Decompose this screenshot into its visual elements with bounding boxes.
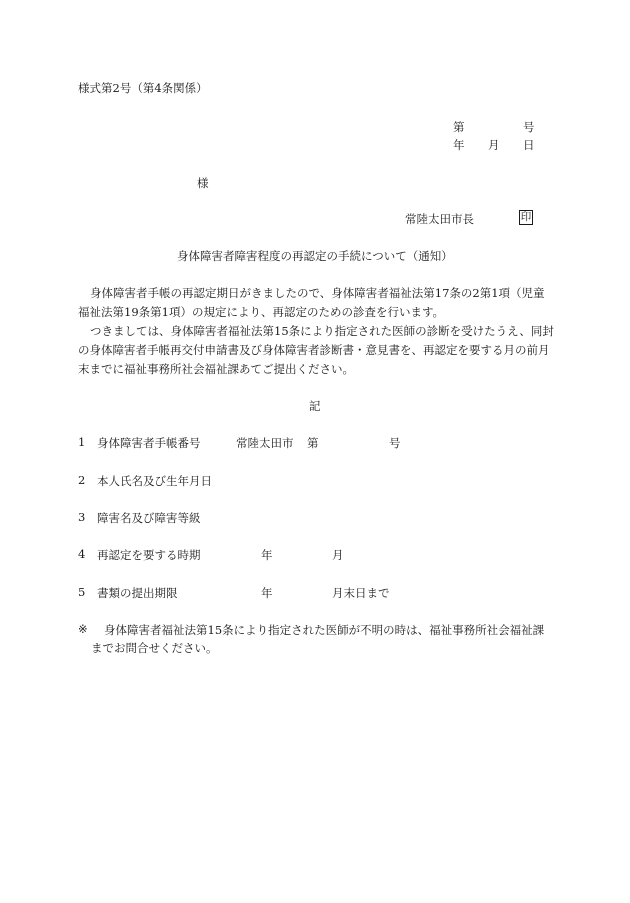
item-3-label: 障害名及び障害等級 — [97, 511, 201, 525]
body-paragraph-2: つきましては、身体障害者福祉法第15条により指定された医師の診断を受けたうえ、同封の身体障害者手帳再交付申請書及び身体障害者診断書・意見書を、再認定を要する月の前月末までに福祉事務所社会福祉課あてご提出ください。 — [78, 324, 554, 376]
item-5-label: 書類の提出期限 — [97, 586, 178, 600]
ki-heading: 記 — [309, 399, 321, 413]
item-1-city: 常陸太田市 — [236, 436, 294, 450]
item-5-number: 5 — [78, 585, 86, 599]
date-year: 年 — [453, 138, 465, 152]
seal-label: 印 — [520, 211, 532, 223]
date-month: 月 — [488, 138, 500, 152]
item-1-label: 身体障害者手帳番号 — [97, 436, 201, 450]
recipient-honorific: 様 — [197, 176, 209, 190]
item-1-number-prefix: 第 — [307, 436, 319, 450]
item-4-number: 4 — [78, 547, 86, 561]
seal-stamp — [519, 209, 533, 225]
item-1-number: 1 — [78, 435, 86, 449]
date-day: 日 — [523, 138, 535, 152]
item-5-month-end: 月末日まで — [332, 586, 390, 600]
item-3-number: 3 — [78, 510, 86, 524]
document-title: 身体障害者障害程度の再認定の手続について（通知） — [177, 249, 453, 263]
item-4-year: 年 — [261, 548, 273, 562]
form-id: 様式第2号（第4条関係） — [78, 81, 208, 95]
body-paragraph-1: 身体障害者手帳の再認定期日がきましたので、身体障害者福祉法第17条の2第1項（児童福祉法第19条第1項）の規定により、再認定のための診査を行います。 — [78, 286, 545, 319]
note-mark: ※ — [78, 622, 88, 636]
document-number-prefix: 第 — [453, 120, 465, 134]
sender-name: 常陸太田市長 — [405, 212, 474, 226]
document-number-suffix: 号 — [523, 120, 535, 134]
item-4-label: 再認定を要する時期 — [97, 548, 201, 562]
item-2-label: 本人氏名及び生年月日 — [97, 474, 212, 488]
item-1-number-suffix: 号 — [389, 436, 401, 450]
note-line-2: までお問合せください。 — [91, 641, 218, 655]
note-line-1: 身体障害者福祉法第15条により指定された医師が不明の時は、福祉事務所社会福祉課 — [104, 623, 545, 637]
item-2-number: 2 — [78, 473, 86, 487]
item-4-month: 月 — [332, 548, 344, 562]
item-5-year: 年 — [261, 586, 273, 600]
